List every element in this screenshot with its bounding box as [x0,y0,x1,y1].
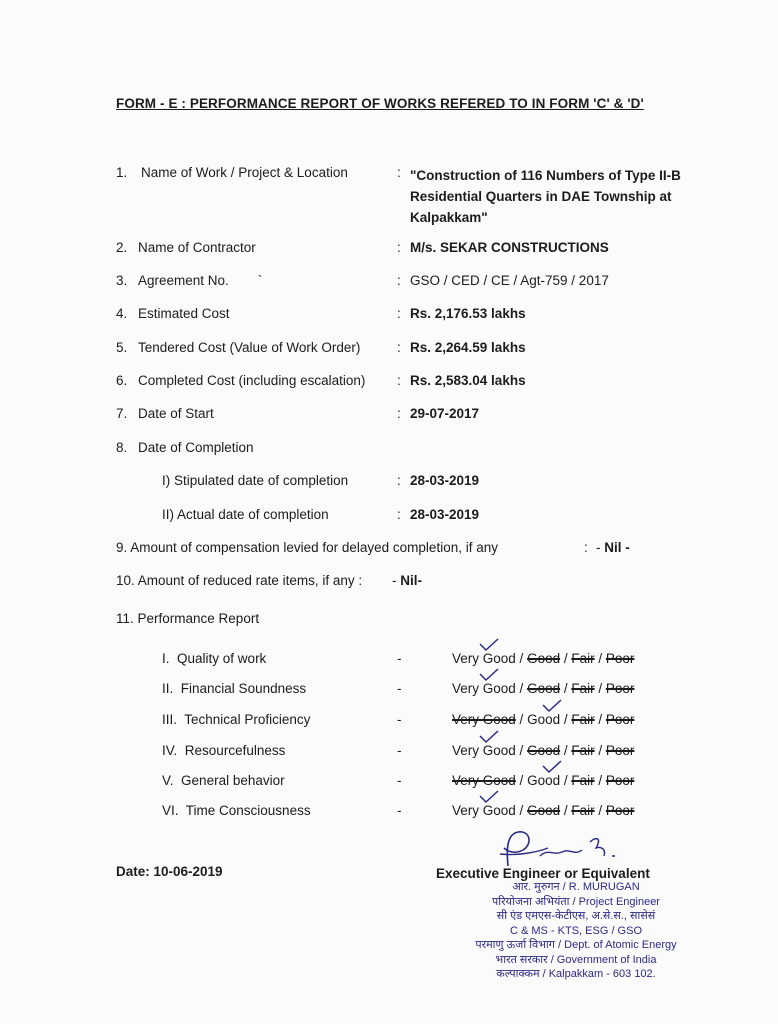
item-colon: : [397,273,401,288]
performance-criterion [162,681,306,696]
rating-option: Very Good [452,773,516,788]
rating-option: Fair [571,681,595,696]
rating-option-text: Very Good [452,803,516,818]
tick-mark-icon [478,730,500,744]
report-date: Date: 10-06-2019 [116,864,223,879]
performance-row [0,803,778,823]
rating-options: Very Good / Good / Fair / Poor [452,712,634,727]
criterion-label: Technical Proficiency [184,712,311,727]
rating-option [452,743,516,758]
rating-option: Good [527,681,561,696]
rating-option: Good [527,651,561,666]
criterion-dash: - [397,651,402,666]
item-colon: : [397,373,401,388]
performance-criterion [162,773,285,788]
completed-cost-value: Rs. 2,583.04 lakhs [410,373,526,388]
value-prefix: - [392,573,401,588]
performance-criterion [162,712,310,727]
reduced-rate-value: Nil- [400,573,422,588]
rating-option: Good [527,803,561,818]
rating-option [527,773,560,788]
item-colon: : [397,306,401,321]
performance-criterion [162,743,285,758]
rating-option: Fair [571,712,595,727]
rating-option [452,803,516,818]
criterion-number: I. [162,651,170,666]
rating-options: Very Good / Good / Fair / Poor [452,743,634,758]
criterion-number: VI. [162,803,179,818]
performance-row [0,773,778,793]
item-text: 11. Performance Report [116,611,260,626]
rating-option: Fair [571,743,595,758]
rating-option-text: Very Good [452,681,516,696]
stamp-line: सी एंड एमएस-केटीएस, अ.से.स., सासेसं [496,910,656,922]
rating-option-text: Very Good [452,651,516,666]
item-label: Date of Start [138,406,214,421]
tendered-cost-value: Rs. 2,264.59 lakhs [410,340,526,355]
official-stamp [446,880,706,982]
item-colon: : [397,240,401,255]
item-label: Name of Work / Project & Location [141,165,348,180]
item-number: 2. [116,240,128,255]
item-colon: : [397,340,401,355]
rating-option: Poor [605,681,635,696]
sub-item-label: I) Stipulated date of completion [162,473,349,488]
item-number: 8. [116,440,128,455]
rating-option: Poor [605,651,635,666]
tick-mark-icon [541,699,563,713]
name-of-work-value: "Construction of 116 Numbers of Type II-B Residential Quarters in DAE Township at Kalpakkam" [410,168,681,225]
rating-option-text: Good [527,712,561,727]
performance-row [0,681,778,701]
stamp-line: भारत सरकार / Government of India [495,953,657,966]
performance-row [0,712,778,732]
criterion-label: Financial Soundness [180,681,307,696]
rating-option-text: Good [527,773,561,788]
item-number: 4. [116,306,128,321]
stamp-line: C & MS - KTS, ESG / GSO [509,924,643,937]
rating-option: Fair [571,803,595,818]
sub-item-label: II) Actual date of completion [162,507,329,522]
item-label: Completed Cost (including escalation) [138,373,366,388]
item-colon: : [397,507,401,522]
estimated-cost-value: Rs. 2,176.53 lakhs [410,306,526,321]
value-prefix: - [596,540,605,555]
rating-option: Poor [605,773,635,788]
criterion-dash: - [397,803,402,818]
item-label: Name of Contractor [138,240,256,255]
criterion-label: Quality of work [177,651,267,666]
tick-mark-icon [478,668,500,682]
actual-date-value: 28-03-2019 [410,507,480,522]
item-number: 5. [116,340,128,355]
performance-criterion [162,803,311,818]
rating-option [452,651,516,666]
rating-option: Poor [605,712,635,727]
item-colon: : [397,406,401,421]
rating-option [527,712,560,727]
item-text: 9. Amount of compensation levied for delayed completion, if any [116,540,498,555]
rating-option: Fair [571,773,595,788]
form-title: FORM - E : PERFORMANCE REPORT OF WORKS REFERED TO IN FORM 'C' & 'D' [116,96,644,111]
rating-option: Very Good [452,712,516,727]
contractor-value: M/s. SEKAR CONSTRUCTIONS [410,240,609,255]
rating-options: Very Good / Good / Fair / Poor [452,803,634,818]
criterion-number: II. [162,681,174,696]
item-label: Estimated Cost [138,306,230,321]
rating-option [452,681,516,696]
stamp-line: कल्पाक्कम / Kalpakkam - 603 102. [496,968,656,980]
tick-mark-icon [541,760,563,774]
rating-options: Very Good / Good / Fair / Poor [452,681,634,696]
agreement-value: GSO / CED / CE / Agt-759 / 2017 [410,273,609,288]
item-colon: : [584,540,588,555]
criterion-label: General behavior [181,773,285,788]
criterion-label: Resourcefulness [184,743,286,758]
stamp-line: आर. मुरुगन / R. MURUGAN [512,881,640,893]
item-number: 3. [116,273,128,288]
rating-options: Very Good / Good / Fair / Poor [452,651,634,666]
item-number: 7. [116,406,128,421]
tick-mark-icon [478,638,500,652]
stray-mark: ` [258,273,263,288]
item-label: Tendered Cost (Value of Work Order) [138,340,361,355]
rating-option: Good [527,743,561,758]
criterion-label: Time Consciousness [185,803,311,818]
item-number: 1. [116,165,128,180]
performance-row [0,651,778,671]
item-number: 6. [116,373,128,388]
rating-option: Fair [571,651,595,666]
criterion-dash: - [397,773,402,788]
criterion-number: IV. [162,743,178,758]
rating-option: Poor [605,803,635,818]
tick-mark-icon [478,790,500,804]
signatory-title: Executive Engineer or Equivalent [436,866,650,881]
rating-option-text: Very Good [452,743,516,758]
performance-criterion [162,651,266,666]
rating-options: Very Good / Good / Fair / Poor [452,773,634,788]
stamp-line: परमाणु ऊर्जा विभाग / Dept. of Atomic Energy [475,939,677,951]
item-label: Agreement No. [138,273,229,288]
item-colon: : [397,473,401,488]
item-label: Date of Completion [138,440,254,455]
stamp-line: परियोजना अभियंता / Project Engineer [492,895,660,908]
stipulated-date-value: 28-03-2019 [410,473,480,488]
rating-option: Poor [605,743,635,758]
criterion-number: III. [162,712,178,727]
criterion-dash: - [397,681,402,696]
criterion-dash: - [397,712,402,727]
start-date-value: 29-07-2017 [410,406,480,421]
criterion-number: V. [162,773,174,788]
item-colon: : [397,165,401,180]
item-text: 10. Amount of reduced rate items, if any : [116,573,363,588]
performance-row [0,743,778,763]
criterion-dash: - [397,743,402,758]
compensation-value: Nil - [604,540,630,555]
